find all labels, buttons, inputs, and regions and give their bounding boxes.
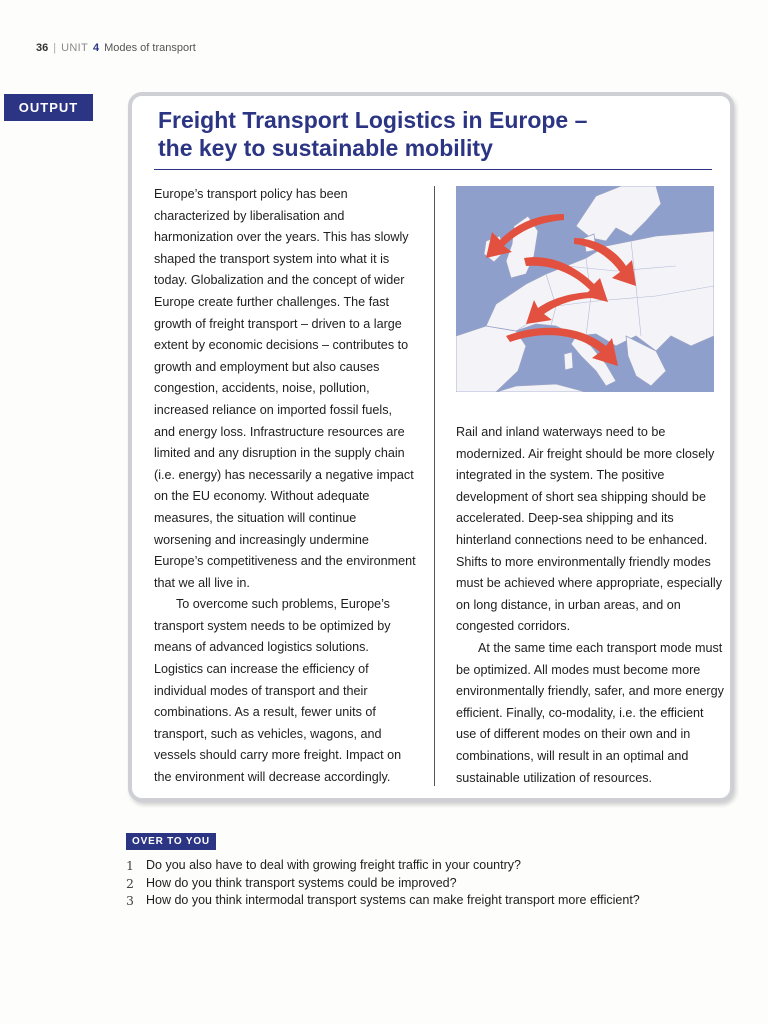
question-text: Do you also have to deal with growing freight traffic in your country?: [146, 858, 521, 872]
page-header: [36, 42, 196, 54]
article-title: [158, 106, 718, 162]
header-separator: |: [53, 42, 57, 54]
question-number: 3: [126, 893, 134, 908]
article-paragraph: At the same time each transport mode must be optimized. All modes must become more environmentally friendly, safer, and more energy efficient. Finally, co-modality, i.e. the efficient use of different modes on their own and in combinations, will result in an optimal and sustainable utilization of resources.: [456, 640, 724, 785]
question-item: [126, 892, 726, 910]
unit-label: UNIT: [61, 42, 88, 54]
article-title-line1: Freight Transport Logistics in Europe –: [158, 107, 588, 133]
article-panel: [128, 92, 734, 802]
question-text: How do you think transport systems could be improved?: [146, 875, 457, 890]
article-paragraph: Rail and inland waterways need to be modernized. Air freight should be more closely integrated in the system. The positive development of short sea shipping should be accelerated. Deep-sea shipping and its hinterland connections need to be enhanced. Shifts to more environmentally friendly modes must be achieved where appropriate, especially on long distance, in urban areas, and on congested corridors.: [456, 425, 723, 634]
land-sardinia: [564, 352, 573, 370]
article-right-column: [456, 422, 724, 789]
question-item: [126, 857, 726, 875]
question-item: [126, 875, 726, 893]
question-text: How do you think intermodal transport systems can make freight transport more efficient?: [146, 893, 640, 907]
europe-map-image: [456, 186, 714, 392]
question-list: [126, 857, 726, 910]
column-divider: [434, 186, 435, 786]
article-left-column: [154, 184, 416, 789]
page-number: 36: [36, 42, 49, 54]
question-number: 2: [126, 875, 134, 891]
europe-map-svg: [456, 186, 714, 392]
article-paragraph: Europe’s transport policy has been characterized by liberalisation and harmonization over the years. This has slowly shaped the transport system into what it is today. Globalization and the concept of wider Europe create further challenges. The fast growth of freight transport – driven to a large extent by economic decisions – contributes to growth and employment but also causes congestion, accidents, noise, pollution, increased reliance on imported fossil fuels, and energy loss. Infrastructure resources are limited and any disruption in the supply chain (i.e. energy) has necessarily a negative impact on the EU economy. Without adequate measures, the situation will continue worsening and increasingly undermine Europe’s competitiveness and the environment that we all live in.: [154, 187, 416, 590]
article-paragraph: To overcome such problems, Europe’s transport system needs to be optimized by means of advanced logistics solutions. Logistics can increase the efficiency of individual modes of transport and their combinations. As a result, fewer units of transport, such as vehicles, wagons, and vessels should carry more freight. Impact on the environment will decrease accordingly.: [154, 597, 402, 785]
over-to-you-badge: OVER TO YOU: [126, 833, 216, 850]
unit-number: 4: [92, 42, 100, 54]
article-title-line2: the key to sustainable mobility: [158, 135, 493, 161]
title-rule: [154, 169, 712, 170]
unit-title: Modes of transport: [104, 42, 196, 54]
output-badge: OUTPUT: [4, 94, 93, 121]
question-number: 1: [126, 858, 134, 873]
